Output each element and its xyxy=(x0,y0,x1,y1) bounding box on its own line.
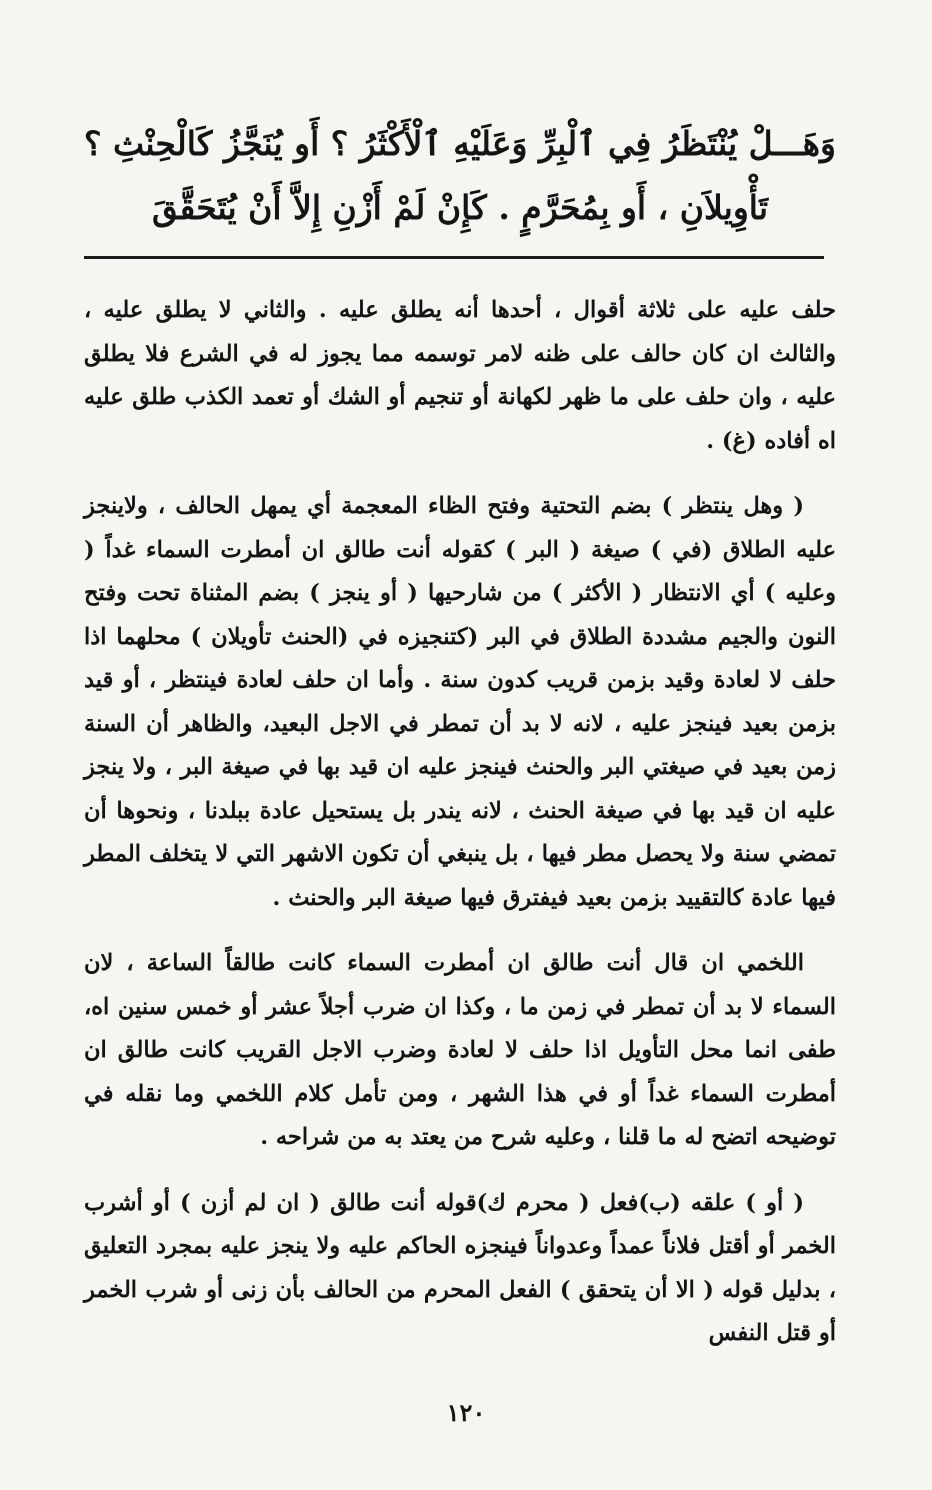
matn-line-2: تَأْوِيلاَنِ ، أَو بِمُحَرَّمٍ . كَإِنْ لَمْ أَزْنِ إِلاَّ أَنْ يُتَحَقَّقَ xyxy=(151,188,769,227)
commentary-paragraph-2: ( وهل ينتظر ) بضم التحتية وفتح الظاء المعجمة أي يمهل الحالف ، ولاينجز عليه الطلاق (في ) صيغة ( البر ) كقوله أنت طالق ان أمطرت السماء غداً ( وعليه ) أي الانتظار ( الأكثر ) من شارحيها ( أو ينجز ) بضم المثناة تحت وفتح النون والجيم مشددة الطلاق في البر (كتنجيزه في (الحنث تأويلان ) محلهما اذا حلف لا لعادة وقيد بزمن قريب كدون سنة . وأما ان حلف لعادة فينتظر ، أو قيد بزمن بعيد فينجز عليه ، لانه لا بد أن تمطر في الاجل البعيد، والظاهر أن السنة زمن بعيد في صيغتي البر والحنث فينجز عليه ان قيد بها في صيغة البر ، ولا ينجز عليه ان قيد بها في صيغة الحنث ، لانه يندر بل يستحيل عادة ببلدنا ، ونحوها أن تمضي سنة ولا يحصل مطر فيها ، بل ينبغي أن تكون الاشهر التي لا يتخلف المطر فيها عادة كالتقييد بزمن بعيد فيفترق فيها صيغة البر والحنث . xyxy=(84,493,836,911)
matn-verse xyxy=(84,112,836,240)
separator-rule xyxy=(84,256,824,259)
book-page xyxy=(0,112,932,1490)
page-number: ١٢٠ xyxy=(446,1398,486,1427)
commentary-paragraph-3: اللخمي ان قال أنت طالق ان أمطرت السماء كانت طالقاً الساعة ، لان السماء لا بد أن تمطر في زمن ما ، وكذا ان ضرب أجلاً عشر أو خمس سنين اه، طفى انما محل التأويل اذا حلف لا لعادة وضرب الاجل القريب كانت طالق ان أمطرت السماء غداً أو في هذا الشهر ، ومن تأمل كلام اللخمي وما نقله في توضيحه اتضح له ما قلنا ، وعليه شرح من يعتد به من شراحه . xyxy=(84,950,836,1150)
matn-line-1: وَهَـــلْ يُنْتَظَرُ فِي ٱلْبِرِّ وَعَلَيْهِ ٱلْأَكْثَرُ ؟ أَو يُنَجَّزُ كَالْحِنْثِ ؟ xyxy=(84,124,836,163)
commentary-paragraph-1: حلف عليه على ثلاثة أقوال ، أحدها أنه يطلق عليه . والثاني لا يطلق عليه ، والثالث ان كان حالف على ظنه لامر توسمه مما يجوز له في الشرع فلا يطلق عليه ، وان حلف على ما ظهر لكهانة أو تنجيم أو الشك أو تعمد الكذب طلق عليه اه أفاده (غ) . xyxy=(84,297,836,454)
commentary-body xyxy=(84,289,836,1356)
commentary-paragraph-4: ( أو ) علقه (ب)فعل ( محرم ك)قوله أنت طالق ( ان لم أزن ) أو أشرب الخمر أو أقتل فلاناً عمداً وعدواناً فينجزه الحاكم عليه ولا ينجز عليه بمجرد التعليق ، بدليل قوله ( الا أن يتحقق ) الفعل المحرم من الحالف بأن زنى أو شرب الخمر أو قتل النفس xyxy=(84,1189,836,1346)
